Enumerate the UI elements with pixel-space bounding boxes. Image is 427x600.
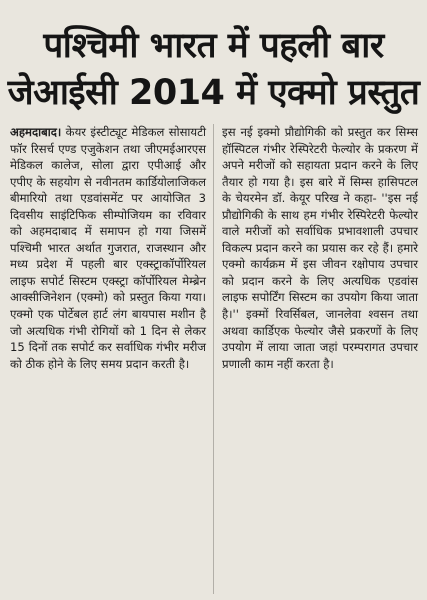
left-column-text: केयर इंस्टीट्यूट मेडिकल सोसायटी फॉर रिसर्च एण्ड एजुकेशन तथा जीएमईआरएस मेडिकल कालेज, सोला द्वारा एपीआई और एपीए के सहयोग से नवीनतम कार्डियोलाजिकल बीमारियो तथा एडवांसमेंट पर आयोजित 3 दिवसीय साइंटिफिक सीम्पोजियम का रविवार को अहमदाबाद में समापन हो गया जिसमें पश्चिमी भारत अर्थात गुजरात, राजस्थान और मध्य प्रदेश में पहली बार एक्स्ट्राकॉर्पोरियल लाइफ सपोर्ट सिस्टम एक्स्ट्रा कॉर्पोरियल मेम्ब्रेन आक्सीजिनेशन (एक्मो) को प्रस्तुत किया गया। एक्मो एक पोर्टेबल हार्ट लंग बायपास मशीन है जो अत्यधिक गंभी रोगियों को 1 दिन से लेकर 15 दिनों तक सपोर्ट कर सर्वाधिक गंभीर मरीज को ठीक होने के लिए समय प्रदान करती है। [10,125,206,371]
article-paragraph-left [10,124,206,372]
article-column-left [10,124,206,372]
column-divider [213,124,214,594]
headline-line-1: पश्चिमी भारत में पहली बार [43,26,384,67]
dateline: अहमदाबाद। [10,125,62,139]
right-column-text: इस नई इक्मो प्रौद्योगिकी को प्रस्तुत कर सिम्स हॉस्पिटल गंभीर रेस्पिरेटरी फेल्योर के प्रकरण में अपने मरीजों को सहायता प्रदान करने के लिए तैयार हो गया है। इस बारे में सिम्स हासिपटल के चेयरमेन डॉ. केयूर परिख ने कहा- ''इस नई प्रौद्योगिकी के साथ हम गंभीर रेस्पिरेटरी फेल्योर वाले मरीजों को सर्वाधिक प्रभावशाली उपचार विकल्प प्रदान करने का प्रयास कर रहे हैं। हमारे एक्मो कार्यक्रम में इस जीवन रक्षोपाय उपचार को प्रदान करने के लिए अत्यधिक एडवांस लाइफ सपोर्टिंग सिस्टम का उपयोग किया जाता है।'' इक्मों रिवर्सिबल, जानलेवा श्वसन तथा अथवा कार्डिएक फेल्योर जैसे प्रकरणों के लिए उपयोग में लाया जाता जहां परम्परागत उपचार प्रणाली काम नहीं करता है। [222,125,418,371]
headline [0,23,427,117]
article-column-right [222,124,418,372]
headline-line-2: जेआईसी 2014 में एक्मो प्रस्तुत [7,73,420,114]
